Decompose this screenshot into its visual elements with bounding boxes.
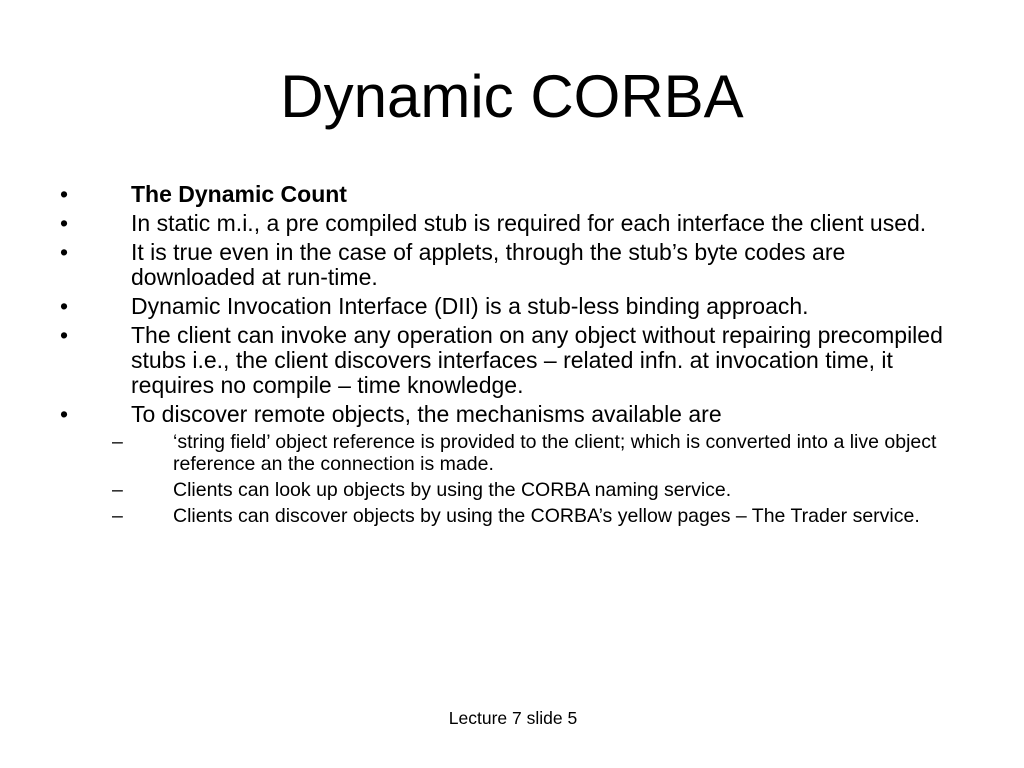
sub-bullet-item	[0, 505, 1024, 527]
bullet-item	[0, 294, 1024, 319]
bullet-item	[0, 240, 1024, 290]
bullet-text: To discover remote objects, the mechanisms available are	[131, 401, 722, 427]
bullet-marker: •	[60, 239, 69, 265]
bullet-text: Dynamic Invocation Interface (DII) is a stub-less binding approach.	[131, 293, 809, 319]
sub-bullet-marker: –	[112, 505, 123, 527]
sub-bullet-text: ‘string field’ object reference is provided to the client; which is converted into a live object reference an the connection is made.	[173, 431, 937, 475]
sub-bullet-marker: –	[112, 431, 123, 453]
slide-body	[0, 182, 1024, 531]
bullet-marker: •	[60, 401, 69, 427]
sub-bullet-text: Clients can look up objects by using the CORBA naming service.	[173, 479, 732, 501]
sub-bullet-item	[0, 479, 1024, 501]
bullet-item	[0, 211, 1024, 236]
bullet-item	[0, 323, 1024, 398]
sub-bullet-marker: –	[112, 479, 123, 501]
bullet-text: The Dynamic Count	[131, 181, 347, 207]
bullet-item	[0, 182, 1024, 207]
sub-bullet-item	[0, 431, 1024, 475]
bullet-text: The client can invoke any operation on any object without repairing precompiled stubs i.e., the client discovers interfaces – related infn. at invocation time, it requires no compile – time knowledge.	[131, 322, 943, 398]
bullet-marker: •	[60, 322, 69, 348]
bullet-text: In static m.i., a pre compiled stub is required for each interface the client used.	[131, 210, 927, 236]
bullet-marker: •	[60, 181, 69, 207]
bullet-marker: •	[60, 293, 69, 319]
bullet-text: It is true even in the case of applets, through the stub’s byte codes are downloaded at run-time.	[131, 239, 846, 290]
bullet-item	[0, 402, 1024, 427]
bullet-marker: •	[60, 210, 69, 236]
sub-bullet-text: Clients can discover objects by using the CORBA’s yellow pages – The Trader service.	[173, 505, 920, 527]
slide-title: Dynamic CORBA	[280, 63, 744, 130]
slide-footer-text: Lecture 7 slide 5	[448, 708, 578, 728]
slide-footer	[0, 707, 1024, 729]
